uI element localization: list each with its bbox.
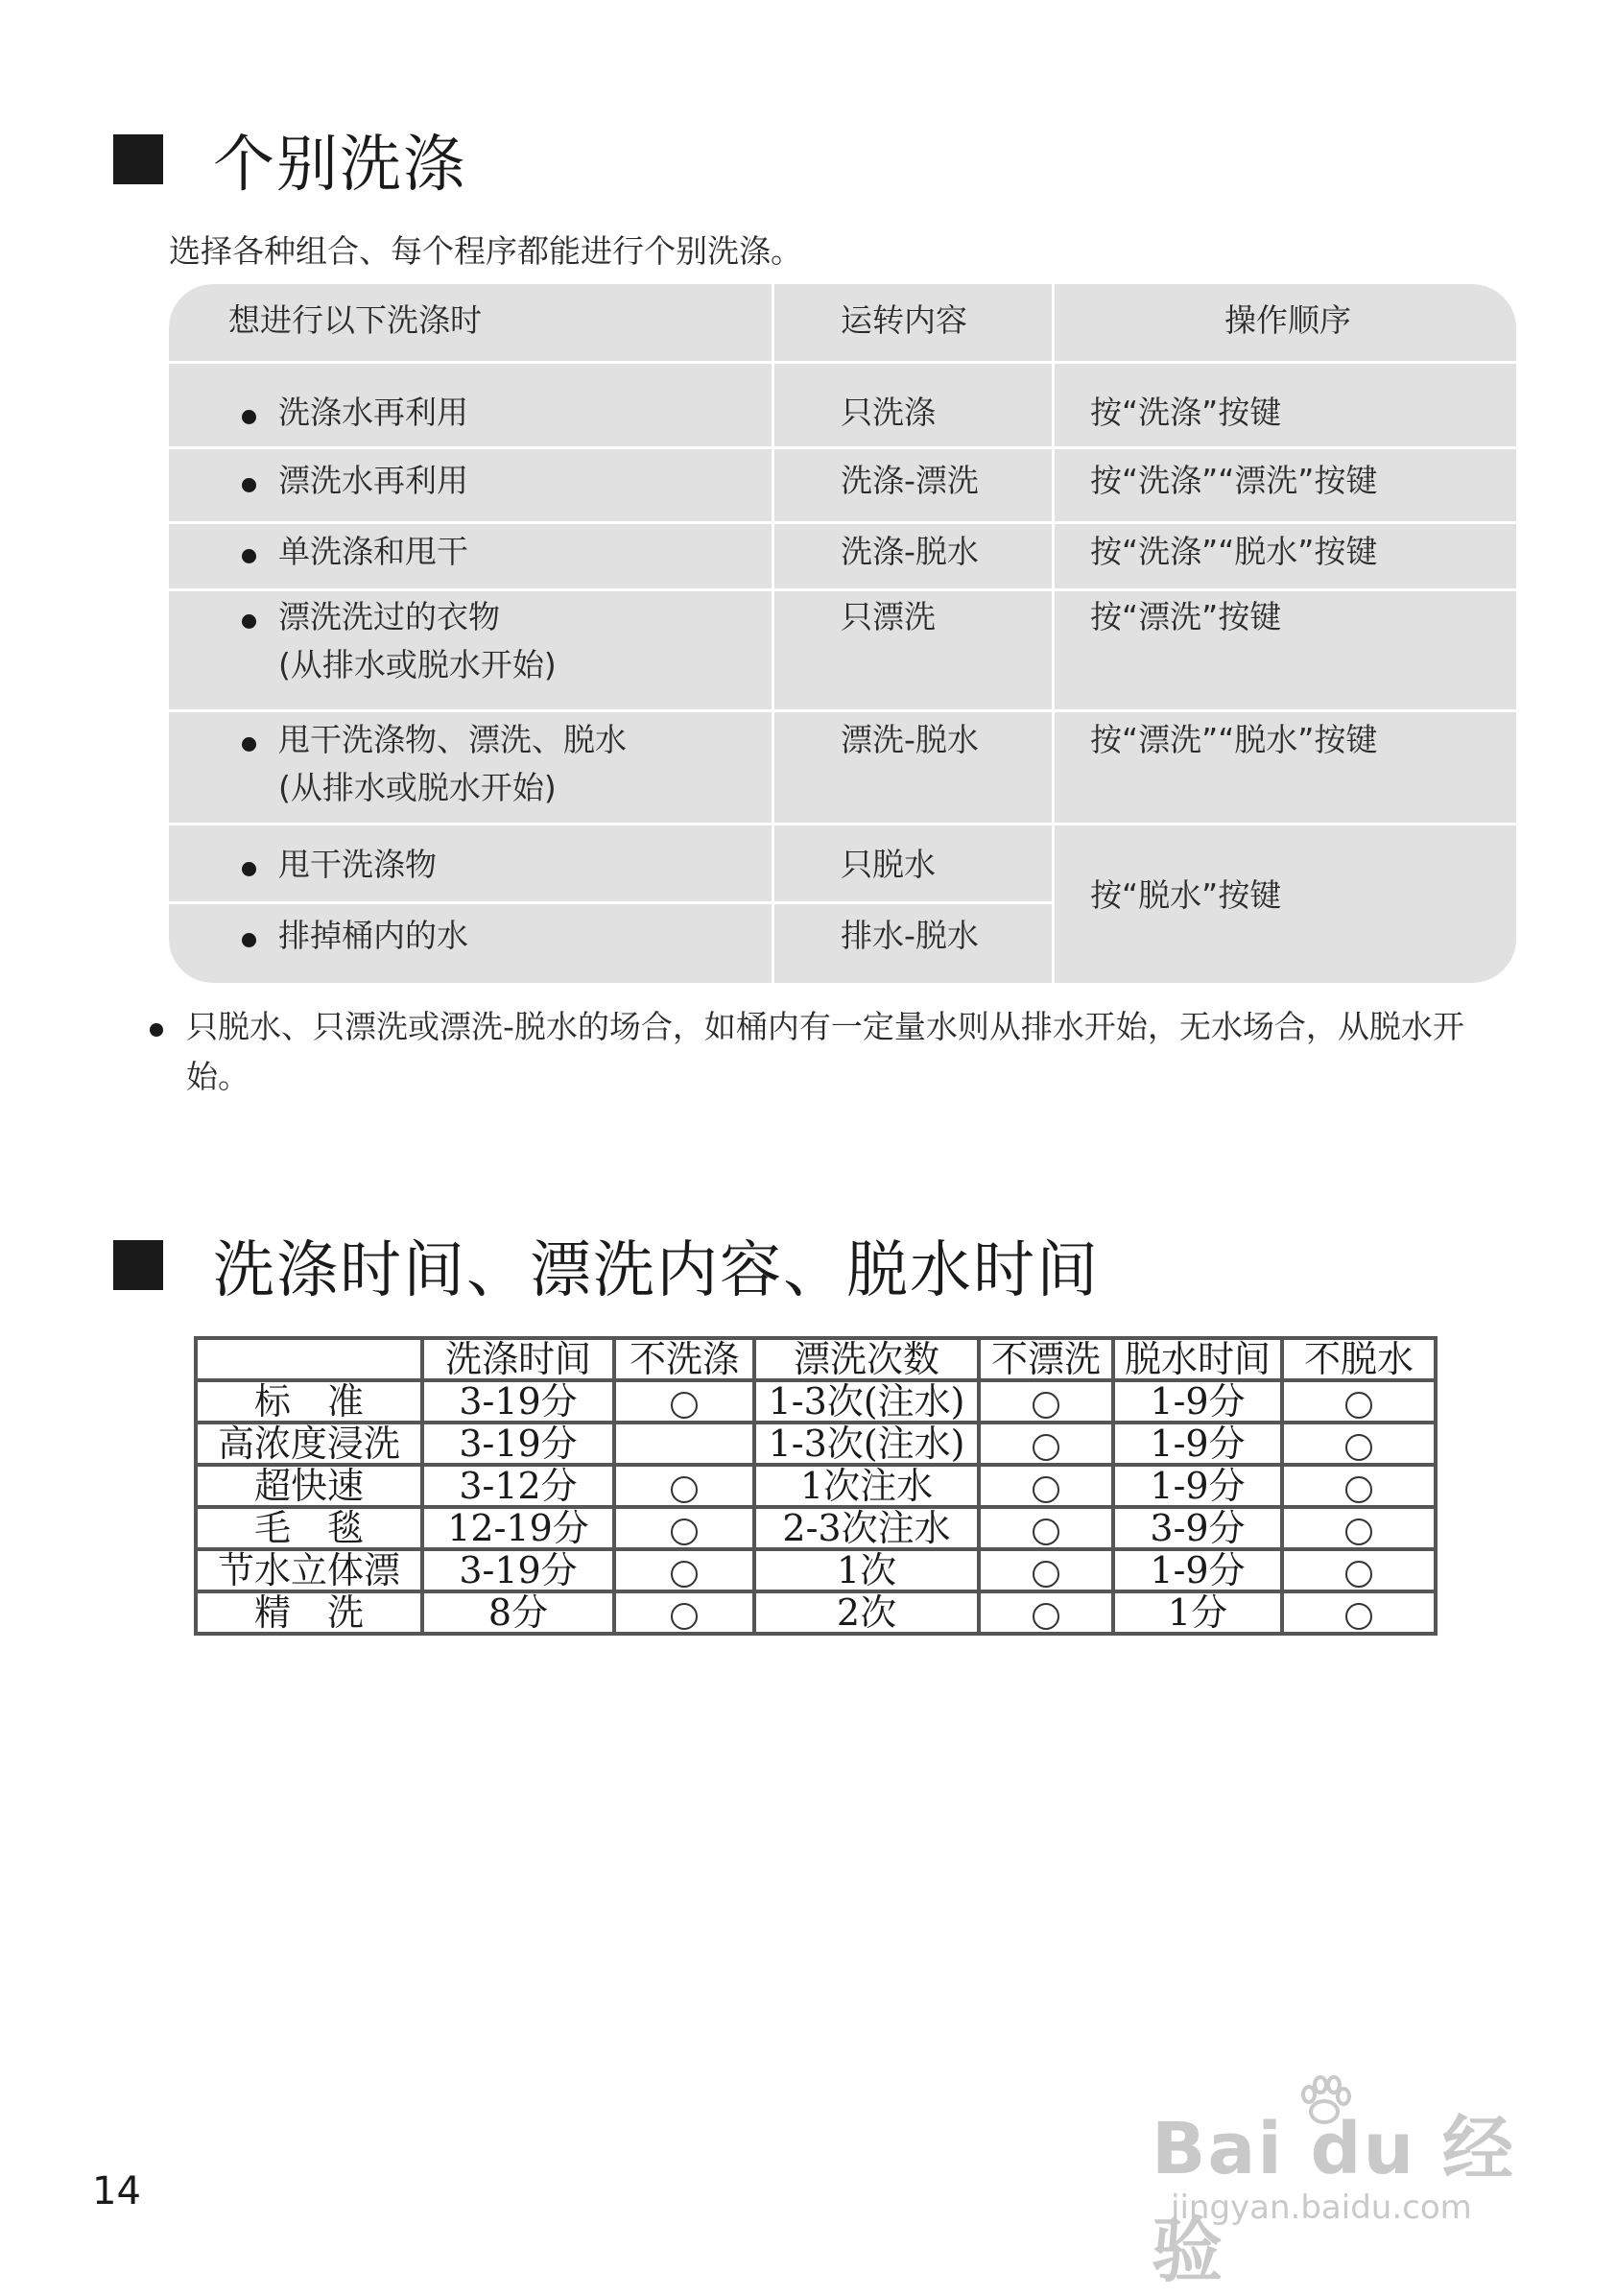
watermark-url: jingyan.baidu.com (1171, 2188, 1472, 2227)
header-cell: 洗涤时间 (422, 1338, 614, 1380)
row-op: 排水-脱水 (841, 917, 979, 954)
row-op: 漂洗-脱水 (841, 721, 979, 758)
cell-spin: 1-9分 (1113, 1380, 1282, 1423)
row-what: 甩干洗涤物 (278, 846, 437, 883)
circle-mark-icon (1033, 1392, 1059, 1419)
cell-no-spin (1282, 1507, 1436, 1549)
row-what: 单洗涤和甩干 (278, 533, 468, 570)
cell-name: 精 洗 (196, 1591, 422, 1634)
header-cell (196, 1338, 422, 1380)
row-op: 洗涤-漂洗 (841, 462, 979, 499)
circle-mark-icon (1345, 1392, 1372, 1419)
row-what: 排掉桶内的水 (278, 917, 468, 954)
cell-no-spin (1282, 1423, 1436, 1465)
cell-no-rinse (979, 1549, 1113, 1591)
table-row (169, 591, 1516, 712)
row-what: 漂洗洗过的衣物 (278, 598, 500, 635)
row-what-sub: (从排水或脱水开始) (278, 769, 557, 806)
row-order: 按“洗涤”“漂洗”按键 (1090, 462, 1378, 499)
cell-rinse: 1次 (754, 1549, 979, 1591)
table-row (196, 1423, 1436, 1465)
cell-no-wash (614, 1591, 754, 1634)
section-heading-times (113, 1221, 1100, 1309)
cell-name: 标 准 (196, 1380, 422, 1423)
row-order: 按“洗涤”按键 (1090, 394, 1282, 431)
cell-wash: 12-19分 (422, 1507, 614, 1549)
table-row (169, 364, 1516, 449)
table-row (196, 1549, 1436, 1591)
paw-logo-icon (1295, 2073, 1353, 2131)
circle-mark-icon (1033, 1561, 1059, 1588)
circle-mark-icon (671, 1476, 698, 1503)
cell-spin: 1-9分 (1113, 1423, 1282, 1465)
cell-rinse: 1次注水 (754, 1465, 979, 1507)
header-cell: 不洗涤 (614, 1338, 754, 1380)
cell-name: 超快速 (196, 1465, 422, 1507)
section-heading-individual-wash (113, 115, 466, 203)
cell-no-spin (1282, 1591, 1436, 1634)
cell-wash: 3-12分 (422, 1465, 614, 1507)
section-title: 个别洗涤 (213, 130, 466, 201)
cell-no-wash (614, 1549, 754, 1591)
column-divider (772, 284, 774, 983)
cell-name: 高浓度浸洗 (196, 1423, 422, 1465)
cell-no-wash (614, 1507, 754, 1549)
cell-rinse: 2-3次注水 (754, 1507, 979, 1549)
circle-mark-icon (1033, 1603, 1059, 1630)
row-what-sub: (从排水或脱水开始) (278, 646, 557, 683)
header-cell: 脱水时间 (1113, 1338, 1282, 1380)
cell-no-rinse (979, 1507, 1113, 1549)
cell-spin: 1-9分 (1113, 1549, 1282, 1591)
circle-mark-icon (1345, 1434, 1372, 1461)
circle-mark-icon (1345, 1476, 1372, 1503)
bullet-icon (242, 614, 256, 629)
row-order: 按“漂洗”“脱水”按键 (1090, 721, 1378, 758)
cell-wash: 3-19分 (422, 1380, 614, 1423)
cell-no-spin (1282, 1549, 1436, 1591)
cell-wash: 3-19分 (422, 1549, 614, 1591)
table-row (196, 1591, 1436, 1634)
bullet-icon (242, 862, 256, 876)
cell-no-wash (614, 1423, 754, 1465)
cell-name: 节水立体漂 (196, 1549, 422, 1591)
header-cell: 不漂洗 (979, 1338, 1113, 1380)
table-row (196, 1507, 1436, 1549)
individual-wash-table (169, 284, 1516, 983)
bullet-icon (242, 933, 256, 947)
cell-no-wash (614, 1380, 754, 1423)
circle-mark-icon (671, 1561, 698, 1588)
circle-mark-icon (671, 1519, 698, 1545)
square-bullet-icon (113, 134, 163, 184)
cell-no-spin (1282, 1465, 1436, 1507)
cell-rinse: 2次 (754, 1591, 979, 1634)
row-order-merged: 按“脱水”按键 (1090, 876, 1282, 914)
circle-mark-icon (671, 1603, 698, 1630)
cell-no-rinse (979, 1423, 1113, 1465)
watermark (1152, 2073, 1555, 2292)
circle-mark-icon (671, 1392, 698, 1419)
square-bullet-icon (113, 1240, 163, 1290)
table-row (169, 904, 1516, 983)
cell-spin: 3-9分 (1113, 1507, 1282, 1549)
bullet-icon (242, 478, 256, 492)
bullet-icon (242, 410, 256, 424)
cell-name: 毛 毯 (196, 1507, 422, 1549)
circle-mark-icon (1033, 1434, 1059, 1461)
cell-rinse: 1-3次(注水) (754, 1423, 979, 1465)
table-row (169, 825, 1516, 914)
program-times-table (194, 1336, 1438, 1636)
header-cell: 漂洗次数 (754, 1338, 979, 1380)
section-intro: 选择各种组合、每个程序都能进行个别洗涤。 (169, 232, 802, 270)
row-what: 甩干洗涤物、漂洗、脱水 (278, 721, 627, 758)
watermark-brand: Bai du 经验 (1152, 2108, 1515, 2292)
page-number: 14 (92, 2169, 141, 2213)
cell-wash: 3-19分 (422, 1423, 614, 1465)
row-op: 只漂洗 (841, 598, 936, 635)
cell-spin: 1-9分 (1113, 1465, 1282, 1507)
row-what: 洗涤水再利用 (278, 394, 468, 431)
cell-no-rinse (979, 1380, 1113, 1423)
circle-mark-icon (1345, 1519, 1372, 1545)
cell-no-spin (1282, 1380, 1436, 1423)
row-op: 只洗涤 (841, 394, 936, 431)
footnote: 只脱水、只漂洗或漂洗-脱水的场合，如桶内有一定量水则从排水开始，无水场合，从脱水开始。 (186, 1008, 1464, 1095)
bullet-icon (242, 549, 256, 563)
circle-mark-icon (1345, 1561, 1372, 1588)
bullet-icon (242, 737, 256, 752)
cell-wash: 8分 (422, 1591, 614, 1634)
table-row (196, 1380, 1436, 1423)
table-header-row (196, 1338, 1436, 1380)
bullet-icon (150, 1023, 163, 1037)
header-cell: 操作顺序 (1224, 301, 1351, 339)
cell-no-rinse (979, 1591, 1113, 1634)
cell-rinse: 1-3次(注水) (754, 1380, 979, 1423)
section-title: 洗涤时间、漂洗内容、脱水时间 (213, 1235, 1100, 1306)
table-row (196, 1465, 1436, 1507)
header-cell: 不脱水 (1282, 1338, 1436, 1380)
table-row (169, 712, 1516, 825)
circle-mark-icon (1345, 1603, 1372, 1630)
table-row (169, 449, 1516, 524)
row-op: 只脱水 (841, 846, 936, 883)
table-header-row (169, 284, 1516, 364)
row-order: 按“洗涤”“脱水”按键 (1090, 533, 1378, 570)
circle-mark-icon (1033, 1519, 1059, 1545)
table-row (169, 524, 1516, 591)
row-op: 洗涤-脱水 (841, 533, 979, 570)
header-cell: 想进行以下洗涤时 (228, 301, 482, 339)
cell-no-rinse (979, 1465, 1113, 1507)
header-cell: 运转内容 (841, 301, 967, 339)
cell-no-wash (614, 1465, 754, 1507)
row-order: 按“漂洗”按键 (1090, 598, 1282, 635)
cell-spin: 1分 (1113, 1591, 1282, 1634)
circle-mark-icon (1033, 1476, 1059, 1503)
column-divider (1052, 284, 1055, 983)
row-what: 漂洗水再利用 (278, 462, 468, 499)
